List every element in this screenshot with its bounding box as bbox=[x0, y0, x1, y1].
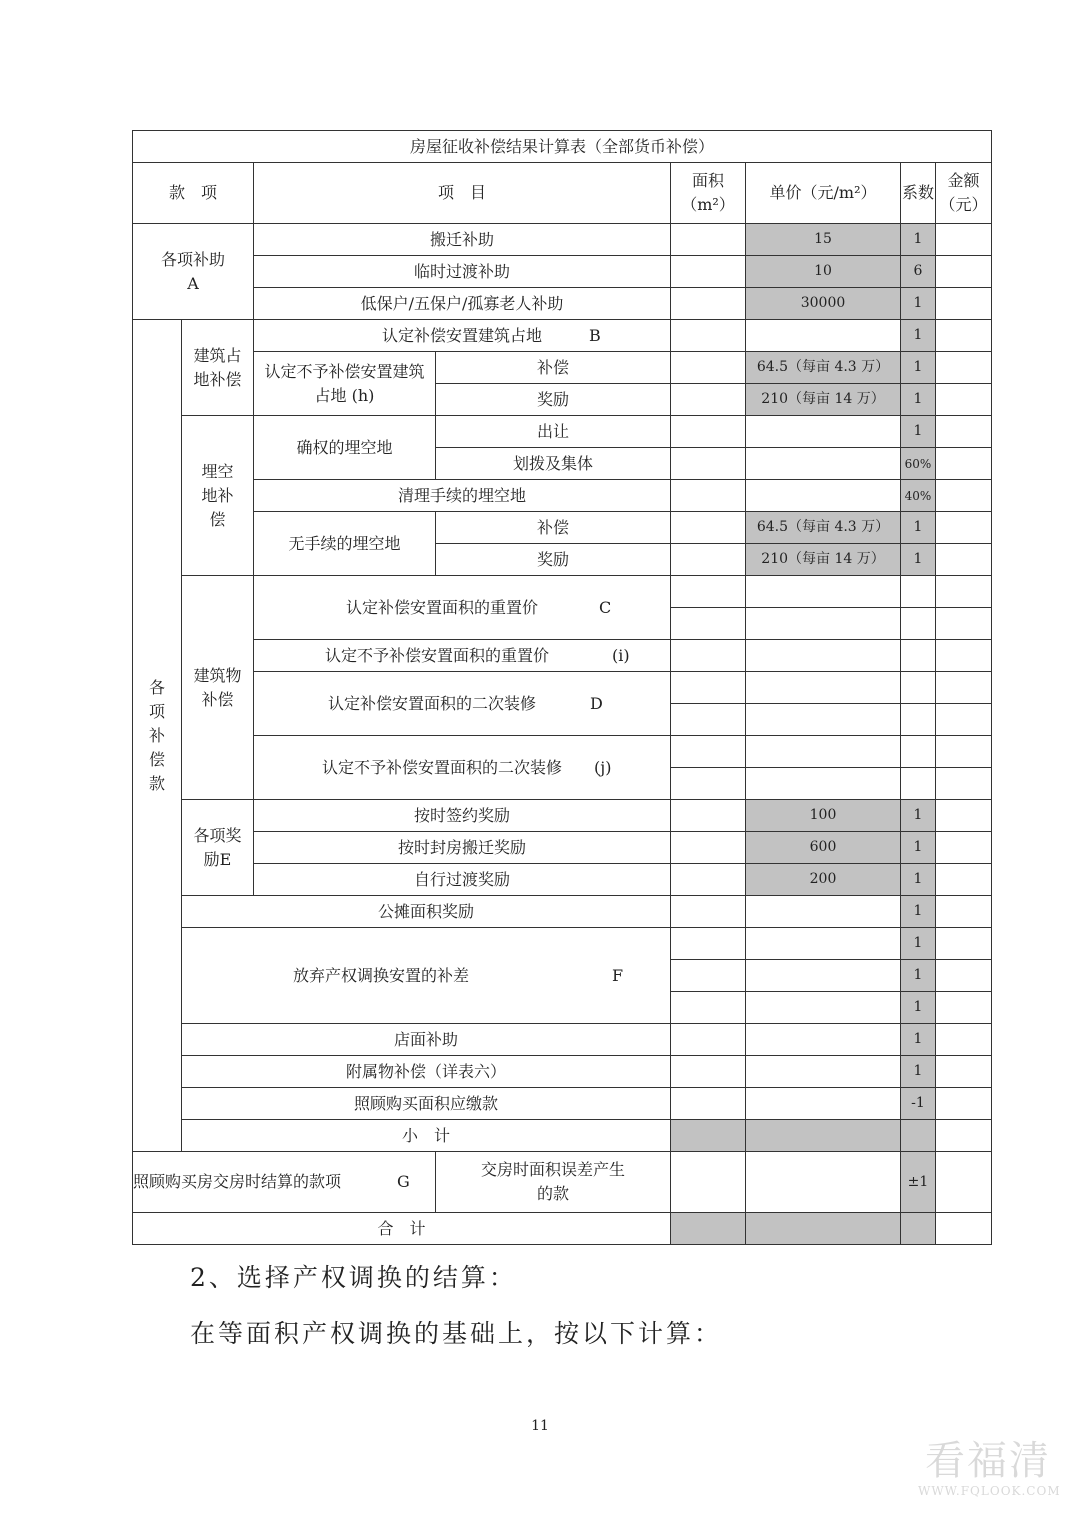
table-cell: 认定不予补偿安置面积的重置价 (i) bbox=[254, 640, 671, 672]
table-cell: 自行过渡奖励 bbox=[254, 864, 671, 896]
table-cell: 64.5（每亩 4.3 万） bbox=[746, 512, 901, 544]
header-price: 单价（元/m²） bbox=[746, 163, 901, 224]
table-cell: 补偿 bbox=[436, 352, 671, 384]
table-cell: 1 bbox=[901, 960, 936, 992]
group-jzzd-label: 建筑占地补偿 bbox=[182, 320, 254, 416]
paragraph-line-2: 在等面积产权调换的基础上，按以下计算： bbox=[190, 1319, 723, 1348]
table-cell: 10 bbox=[746, 256, 901, 288]
table-cell: 店面补助 bbox=[182, 1024, 671, 1056]
table-cell: 1 bbox=[901, 224, 936, 256]
header-xiangmu: 项 目 bbox=[254, 163, 671, 224]
table-cell: 210（每亩 14 万） bbox=[746, 544, 901, 576]
header-amount: 金额（元） bbox=[936, 163, 992, 224]
table-cell: 按时封房搬迁奖励 bbox=[254, 832, 671, 864]
table-cell: 1 bbox=[901, 992, 936, 1024]
table-cell: 1 bbox=[901, 928, 936, 960]
table-title: 房屋征收补偿结果计算表（全部货币补偿） bbox=[133, 131, 992, 163]
table-cell: 1 bbox=[901, 512, 936, 544]
table-cell: 6 bbox=[901, 256, 936, 288]
table-cell: 低保户/五保户/孤寡老人补助 bbox=[254, 288, 671, 320]
group-mkd-label: 埋空地补偿 bbox=[182, 416, 254, 576]
table-cell: 补偿 bbox=[436, 512, 671, 544]
table-cell: 小 计 bbox=[182, 1120, 671, 1152]
table-cell: 划拨及集体 bbox=[436, 448, 671, 480]
table-cell: 1 bbox=[901, 896, 936, 928]
table-cell: 1 bbox=[901, 352, 936, 384]
table-cell: 出让 bbox=[436, 416, 671, 448]
table-cell: 1 bbox=[901, 320, 936, 352]
table-cell: 临时过渡补助 bbox=[254, 256, 671, 288]
watermark-brand: 看福清 bbox=[925, 1438, 1051, 1484]
table-cell: -1 bbox=[901, 1088, 936, 1120]
table-cell: 1 bbox=[901, 864, 936, 896]
table-cell: 100 bbox=[746, 800, 901, 832]
table-cell: 1 bbox=[901, 1056, 936, 1088]
table-cell: 放弃产权调换安置的补差 F bbox=[182, 928, 671, 1024]
group-jzw-label: 建筑物补偿 bbox=[182, 576, 254, 800]
table-cell: 附属物补偿（详表六） bbox=[182, 1056, 671, 1088]
table-cell: 搬迁补助 bbox=[254, 224, 671, 256]
table-cell: 公摊面积奖励 bbox=[182, 896, 671, 928]
page-number: 11 bbox=[531, 1418, 549, 1434]
table-cell: 按时签约奖励 bbox=[254, 800, 671, 832]
table-cell: 1 bbox=[901, 288, 936, 320]
paragraph-line-1: 2、选择产权调换的结算： bbox=[190, 1263, 517, 1292]
table-cell: 确权的埋空地 bbox=[254, 416, 436, 480]
table-cell: 1 bbox=[901, 384, 936, 416]
table-cell: 无手续的埋空地 bbox=[254, 512, 436, 576]
table-cell: 30000 bbox=[746, 288, 901, 320]
table-cell: 奖励 bbox=[436, 384, 671, 416]
group-jl-label: 各项奖励E bbox=[182, 800, 254, 896]
table-cell: 210（每亩 14 万） bbox=[746, 384, 901, 416]
watermark-url: WWW.FQLOOK.COM bbox=[918, 1484, 1061, 1498]
compensation-table bbox=[132, 130, 992, 1245]
header-coef: 系数 bbox=[901, 163, 936, 224]
header-area: 面积（m²） bbox=[671, 163, 746, 224]
table-cell: 交房时面积误差产生的款 bbox=[436, 1152, 671, 1213]
table-cell: 合 计 bbox=[133, 1213, 671, 1245]
table-cell: 40% bbox=[901, 480, 936, 512]
group-a-label: 各项补助 A bbox=[133, 224, 254, 320]
table-cell: 1 bbox=[901, 544, 936, 576]
table-cell: ±1 bbox=[901, 1152, 936, 1213]
table-cell: 认定不予补偿安置面积的二次装修 (j) bbox=[254, 736, 671, 800]
table-cell: 1 bbox=[901, 416, 936, 448]
table-cell: 认定补偿安置面积的二次装修 D bbox=[254, 672, 671, 736]
table-cell: 1 bbox=[901, 832, 936, 864]
table-cell: 1 bbox=[901, 800, 936, 832]
table-cell: 认定补偿安置建筑占地 B bbox=[254, 320, 671, 352]
table-cell: 照顾购买房交房时结算的款项 G bbox=[133, 1152, 436, 1213]
header-kuanxiang: 款 项 bbox=[133, 163, 254, 224]
table-cell: 15 bbox=[746, 224, 901, 256]
table-cell: 64.5（每亩 4.3 万） bbox=[746, 352, 901, 384]
table-cell: 认定补偿安置面积的重置价 C bbox=[254, 576, 671, 640]
group-big-label: 各项补偿款 bbox=[133, 320, 182, 1152]
table-cell: 照顾购买面积应缴款 bbox=[182, 1088, 671, 1120]
table-cell: 600 bbox=[746, 832, 901, 864]
table-cell: 清理手续的埋空地 bbox=[254, 480, 671, 512]
watermark bbox=[918, 1438, 1061, 1498]
table-cell: 200 bbox=[746, 864, 901, 896]
table-cell: 奖励 bbox=[436, 544, 671, 576]
table-cell: 60% bbox=[901, 448, 936, 480]
table-cell: 认定不予补偿安置建筑占地 (h) bbox=[254, 352, 436, 416]
table-cell: 1 bbox=[901, 1024, 936, 1056]
